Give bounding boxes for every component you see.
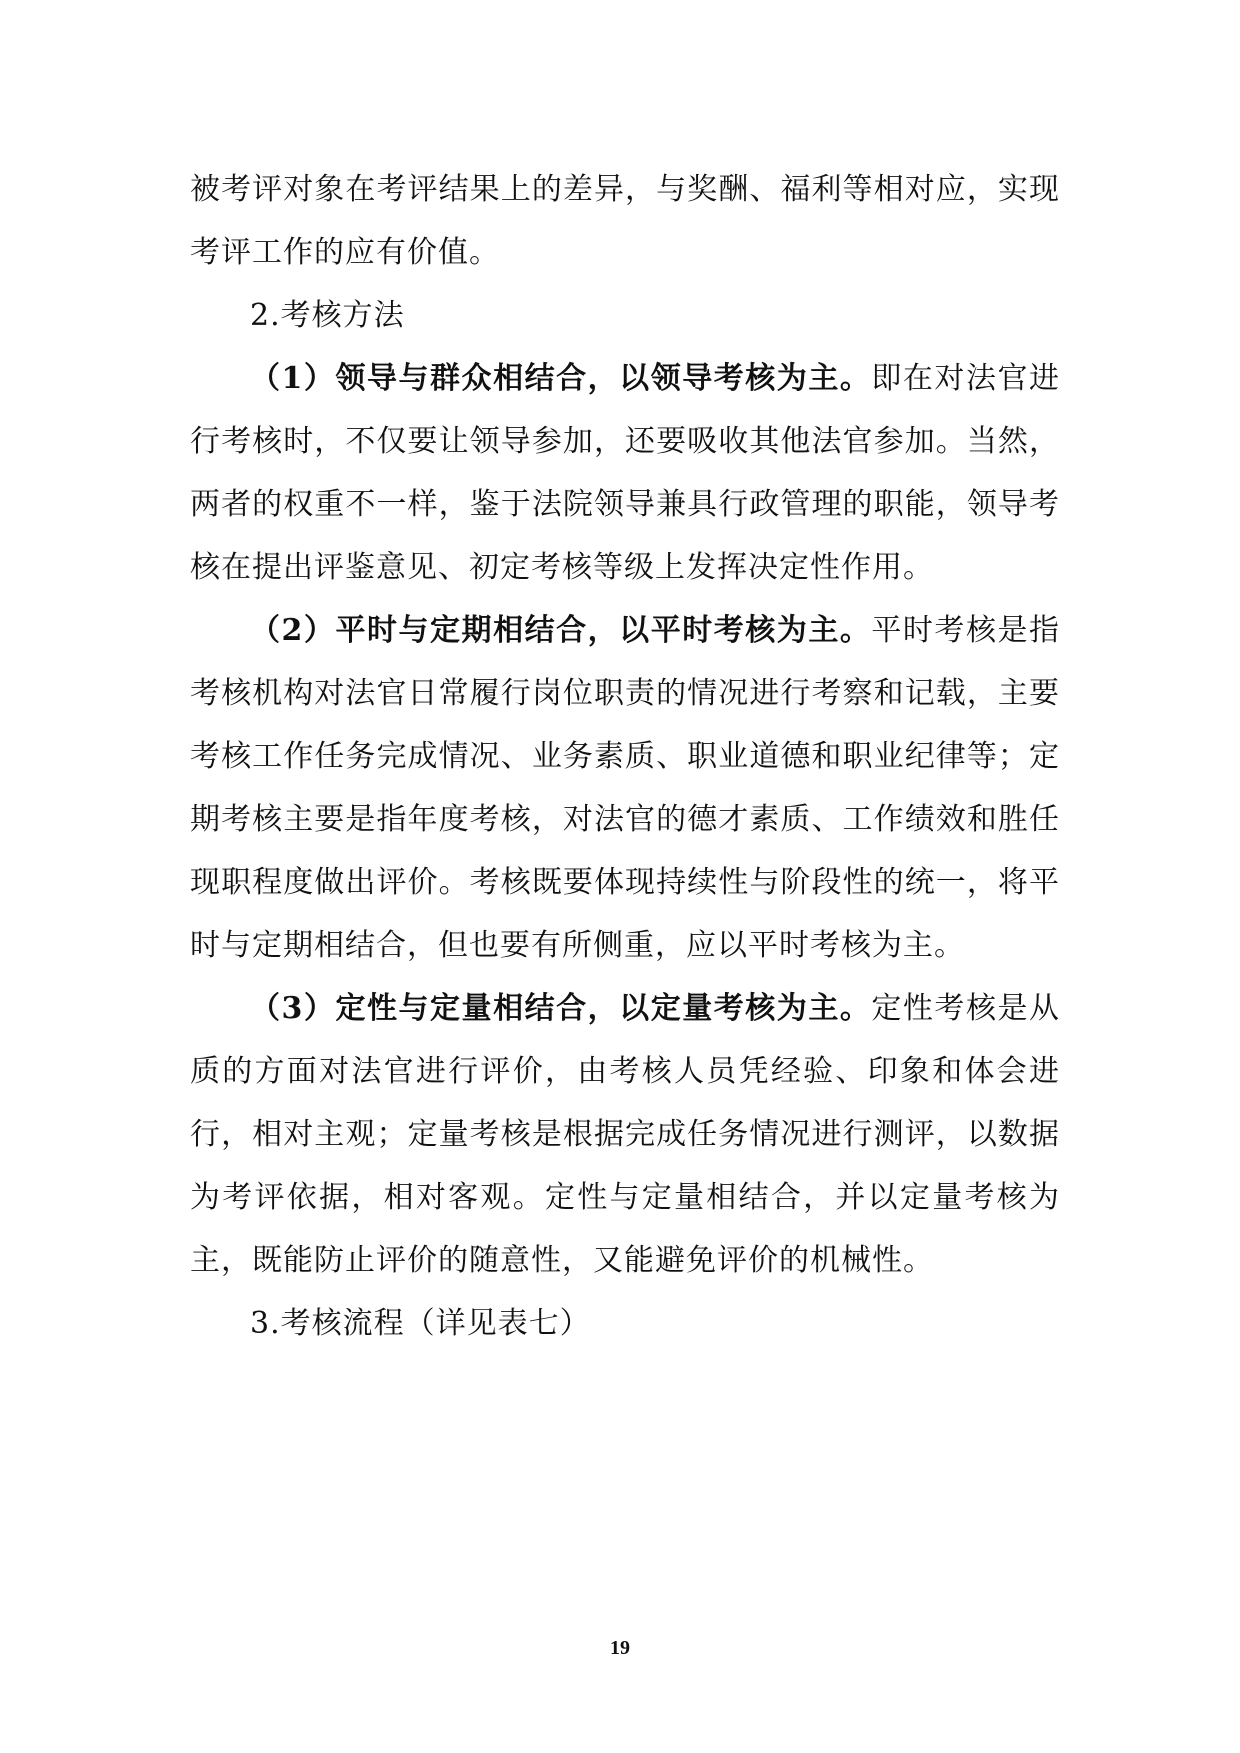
body-text: [190, 158, 1060, 1355]
item-1-text: 即在对法官进行考核时，不仅要让领导参加，还要吸收其他法官参加。当然，两者的权重不一样，鉴于法院领导兼具行政管理的职能，领导考核在提出评鉴意见、初定考核等级上发挥决定性作用。: [190, 361, 1060, 585]
heading-assessment-method: 2.考核方法: [250, 298, 405, 333]
item-1-lead: （1）领导与群众相结合，以领导考核为主。: [250, 361, 872, 396]
continuation-paragraph: 被考评对象在考评结果上的差异，与奖酬、福利等相对应，实现考评工作的应有价值。: [190, 172, 1060, 270]
item-2-text: 平时考核是指考核机构对法官日常履行岗位职责的情况进行考察和记载，主要考核工作任务完成情况、业务素质、职业道德和职业纪律等；定期考核主要是指年度考核，对法官的德才素质、工作绩效和胜任现职程度做出评价。考核既要体现持续性与阶段性的统一，将平时与定期相结合，但也要有所侧重，应以平时考核为主。: [190, 613, 1060, 963]
paragraph-item-1: [190, 347, 1060, 599]
item-2-lead: （2）平时与定期相结合，以平时考核为主。: [250, 613, 872, 648]
page-number: 19: [610, 1637, 630, 1659]
item-3-lead: （3）定性与定量相结合，以定量考核为主。: [250, 991, 872, 1026]
heading-assessment-process: 3.考核流程（详见表七）: [250, 1306, 591, 1341]
item-3-text: 定性考核是从质的方面对法官进行评价，由考核人员凭经验、印象和体会进行，相对主观；定量考核是根据完成任务情况进行测评，以数据为考评依据，相对客观。定性与定量相结合，并以定量考核为主，既能防止评价的随意性，又能避免评价的机械性。: [190, 991, 1060, 1278]
paragraph-item-2: [190, 599, 1060, 977]
paragraph-item-3: [190, 977, 1060, 1292]
